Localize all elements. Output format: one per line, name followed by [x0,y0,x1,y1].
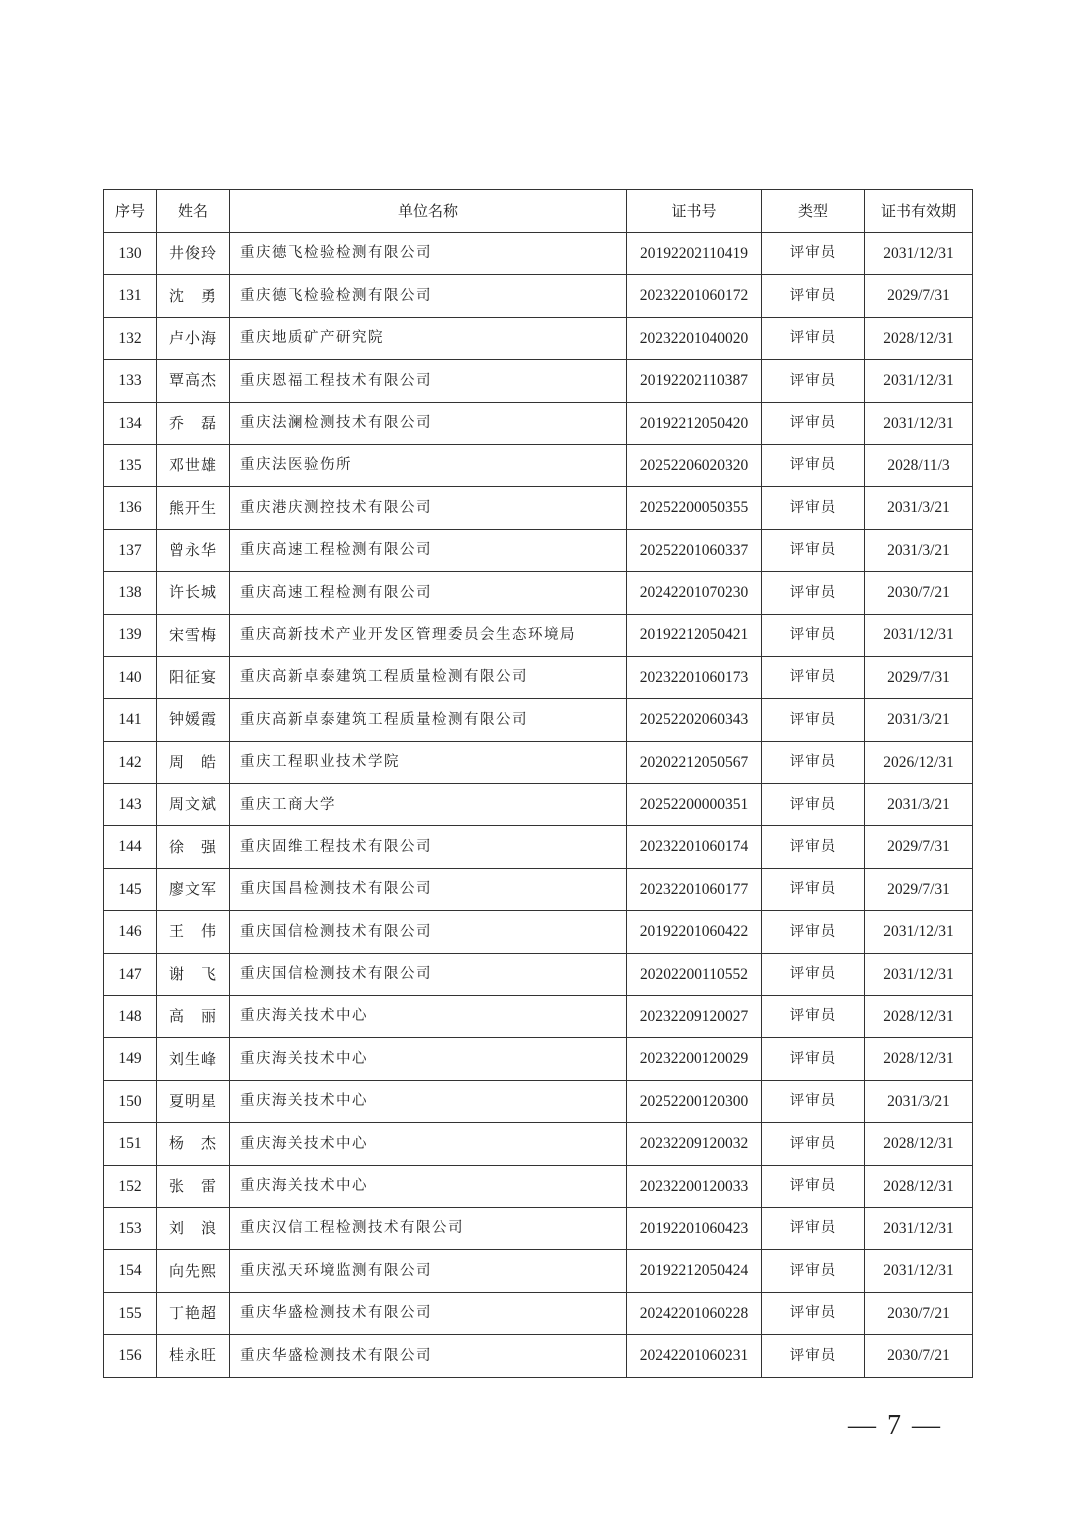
cell-type: 评审员 [762,1335,865,1377]
cell-name: 覃高杰 [157,360,230,402]
cell-seq: 131 [104,275,157,317]
table-row [104,487,973,529]
cell-type: 评审员 [762,360,865,402]
header-row [104,190,973,233]
cell-cert: 20192201060422 [627,911,762,953]
cell-type: 评审员 [762,275,865,317]
cell-cert: 20202212050567 [627,741,762,783]
cell-unit: 重庆国昌检测技术有限公司 [230,868,627,910]
cell-type: 评审员 [762,1250,865,1292]
cell-type: 评审员 [762,317,865,359]
cell-unit: 重庆高速工程检测有限公司 [230,572,627,614]
cell-type: 评审员 [762,784,865,826]
cell-seq: 137 [104,529,157,571]
cell-type: 评审员 [762,911,865,953]
header-type: 类型 [762,190,865,233]
cell-type: 评审员 [762,868,865,910]
cell-seq: 132 [104,317,157,359]
cell-expiry: 2031/12/31 [865,1250,973,1292]
cell-expiry: 2031/3/21 [865,487,973,529]
cell-name: 熊开生 [157,487,230,529]
cell-type: 评审员 [762,953,865,995]
cell-unit: 重庆港庆测控技术有限公司 [230,487,627,529]
table-row [104,784,973,826]
cell-unit: 重庆高新卓泰建筑工程质量检测有限公司 [230,656,627,698]
table-row [104,1038,973,1080]
cell-cert: 20242201060231 [627,1335,762,1377]
cell-type: 评审员 [762,233,865,275]
cell-cert: 20242201060228 [627,1292,762,1334]
cell-unit: 重庆高新卓泰建筑工程质量检测有限公司 [230,699,627,741]
cell-cert: 20252200000351 [627,784,762,826]
table-row [104,402,973,444]
cell-seq: 149 [104,1038,157,1080]
cell-name: 刘生峰 [157,1038,230,1080]
table-row [104,529,973,571]
cell-unit: 重庆海关技术中心 [230,1080,627,1122]
cell-name: 周 皓 [157,741,230,783]
cell-cert: 20192202110419 [627,233,762,275]
table-header [104,190,973,233]
cell-name: 杨 杰 [157,1123,230,1165]
cell-name: 沈 勇 [157,275,230,317]
cell-cert: 20252201060337 [627,529,762,571]
cell-cert: 20252200050355 [627,487,762,529]
cell-expiry: 2029/7/31 [865,826,973,868]
header-expiry: 证书有效期 [865,190,973,233]
table-row [104,1123,973,1165]
cell-expiry: 2031/3/21 [865,529,973,571]
table-row [104,868,973,910]
cell-seq: 150 [104,1080,157,1122]
cell-unit: 重庆工商大学 [230,784,627,826]
cell-unit: 重庆国信检测技术有限公司 [230,911,627,953]
cell-type: 评审员 [762,699,865,741]
table-row [104,1292,973,1334]
table-row [104,953,973,995]
cell-type: 评审员 [762,1123,865,1165]
cell-unit: 重庆华盛检测技术有限公司 [230,1292,627,1334]
cell-unit: 重庆泓天环境监测有限公司 [230,1250,627,1292]
cell-type: 评审员 [762,572,865,614]
cell-cert: 20192212050420 [627,402,762,444]
cell-type: 评审员 [762,402,865,444]
cell-expiry: 2028/11/3 [865,444,973,486]
cell-cert: 20232200120029 [627,1038,762,1080]
cell-name: 许长城 [157,572,230,614]
cell-cert: 20252202060343 [627,699,762,741]
cell-seq: 138 [104,572,157,614]
cell-cert: 20192212050424 [627,1250,762,1292]
cell-name: 谢 飞 [157,953,230,995]
cell-name: 廖文军 [157,868,230,910]
cell-type: 评审员 [762,996,865,1038]
cell-expiry: 2031/12/31 [865,911,973,953]
cell-seq: 130 [104,233,157,275]
cell-expiry: 2031/3/21 [865,784,973,826]
cell-seq: 156 [104,1335,157,1377]
cell-name: 徐 强 [157,826,230,868]
cell-unit: 重庆华盛检测技术有限公司 [230,1335,627,1377]
cell-unit: 重庆海关技术中心 [230,1123,627,1165]
cell-expiry: 2031/12/31 [865,402,973,444]
cell-seq: 135 [104,444,157,486]
table-row [104,826,973,868]
cell-unit: 重庆汉信工程检测技术有限公司 [230,1207,627,1249]
cell-expiry: 2028/12/31 [865,996,973,1038]
cell-seq: 152 [104,1165,157,1207]
cell-name: 夏明星 [157,1080,230,1122]
cell-type: 评审员 [762,444,865,486]
cell-name: 钟媛霞 [157,699,230,741]
cell-expiry: 2029/7/31 [865,275,973,317]
table-body [104,233,973,1378]
reviewer-table [103,189,973,1378]
cell-cert: 20202200110552 [627,953,762,995]
cell-unit: 重庆工程职业技术学院 [230,741,627,783]
cell-cert: 20232201040020 [627,317,762,359]
cell-name: 高 丽 [157,996,230,1038]
table-row [104,741,973,783]
table-row [104,1335,973,1377]
cell-seq: 151 [104,1123,157,1165]
cell-cert: 20232209120032 [627,1123,762,1165]
cell-seq: 147 [104,953,157,995]
table-row [104,572,973,614]
table-row [104,233,973,275]
table-row [104,996,973,1038]
cell-unit: 重庆地质矿产研究院 [230,317,627,359]
cell-type: 评审员 [762,1038,865,1080]
cell-seq: 142 [104,741,157,783]
cell-type: 评审员 [762,1165,865,1207]
cell-name: 周文斌 [157,784,230,826]
cell-cert: 20232209120027 [627,996,762,1038]
cell-expiry: 2028/12/31 [865,1123,973,1165]
cell-expiry: 2030/7/21 [865,572,973,614]
cell-expiry: 2028/12/31 [865,1038,973,1080]
header-seq: 序号 [104,190,157,233]
table-row [104,360,973,402]
table-row [104,911,973,953]
cell-unit: 重庆法澜检测技术有限公司 [230,402,627,444]
cell-expiry: 2031/12/31 [865,614,973,656]
cell-seq: 133 [104,360,157,402]
cell-name: 刘 浪 [157,1207,230,1249]
cell-type: 评审员 [762,614,865,656]
cell-expiry: 2031/3/21 [865,1080,973,1122]
cell-cert: 20232201060174 [627,826,762,868]
cell-cert: 20232201060177 [627,868,762,910]
cell-cert: 20192201060423 [627,1207,762,1249]
table-row [104,275,973,317]
cell-cert: 20232201060173 [627,656,762,698]
cell-expiry: 2030/7/21 [865,1292,973,1334]
cell-expiry: 2028/12/31 [865,317,973,359]
cell-expiry: 2029/7/31 [865,656,973,698]
cell-type: 评审员 [762,1207,865,1249]
cell-name: 桂永旺 [157,1335,230,1377]
cell-type: 评审员 [762,487,865,529]
cell-name: 阳征宴 [157,656,230,698]
table-row [104,1165,973,1207]
cell-name: 卢小海 [157,317,230,359]
cell-name: 宋雪梅 [157,614,230,656]
cell-cert: 20232200120033 [627,1165,762,1207]
table-row [104,614,973,656]
cell-cert: 20252200120300 [627,1080,762,1122]
cell-expiry: 2031/12/31 [865,953,973,995]
cell-expiry: 2028/12/31 [865,1165,973,1207]
cell-name: 王 伟 [157,911,230,953]
cell-type: 评审员 [762,529,865,571]
page-number: — 7 — [848,1410,942,1441]
cell-type: 评审员 [762,826,865,868]
cell-seq: 148 [104,996,157,1038]
cell-unit: 重庆海关技术中心 [230,1038,627,1080]
cell-unit: 重庆恩福工程技术有限公司 [230,360,627,402]
cell-type: 评审员 [762,741,865,783]
cell-seq: 155 [104,1292,157,1334]
cell-cert: 20232201060172 [627,275,762,317]
cell-unit: 重庆德飞检验检测有限公司 [230,275,627,317]
cell-type: 评审员 [762,656,865,698]
cell-expiry: 2031/12/31 [865,233,973,275]
cell-cert: 20192212050421 [627,614,762,656]
cell-seq: 134 [104,402,157,444]
cell-seq: 145 [104,868,157,910]
cell-cert: 20252206020320 [627,444,762,486]
table-row [104,444,973,486]
cell-seq: 153 [104,1207,157,1249]
cell-expiry: 2031/3/21 [865,699,973,741]
cell-unit: 重庆海关技术中心 [230,996,627,1038]
cell-seq: 146 [104,911,157,953]
cell-unit: 重庆高速工程检测有限公司 [230,529,627,571]
cell-unit: 重庆海关技术中心 [230,1165,627,1207]
table-row [104,1080,973,1122]
cell-expiry: 2029/7/31 [865,868,973,910]
cell-type: 评审员 [762,1292,865,1334]
cell-cert: 20242201070230 [627,572,762,614]
cell-name: 向先熙 [157,1250,230,1292]
cell-seq: 143 [104,784,157,826]
table-row [104,317,973,359]
cell-seq: 140 [104,656,157,698]
cell-unit: 重庆高新技术产业开发区管理委员会生态环境局 [230,614,627,656]
table-row [104,1250,973,1292]
cell-expiry: 2031/12/31 [865,360,973,402]
cell-expiry: 2030/7/21 [865,1335,973,1377]
cell-unit: 重庆国信检测技术有限公司 [230,953,627,995]
cell-seq: 139 [104,614,157,656]
cell-name: 丁艳超 [157,1292,230,1334]
table-row [104,1207,973,1249]
cell-seq: 136 [104,487,157,529]
table-row [104,656,973,698]
cell-unit: 重庆法医验伤所 [230,444,627,486]
cell-expiry: 2031/12/31 [865,1207,973,1249]
header-name: 姓名 [157,190,230,233]
header-unit: 单位名称 [230,190,627,233]
cell-name: 邓世雄 [157,444,230,486]
header-cert: 证书号 [627,190,762,233]
cell-type: 评审员 [762,1080,865,1122]
cell-expiry: 2026/12/31 [865,741,973,783]
cell-unit: 重庆固维工程技术有限公司 [230,826,627,868]
table-row [104,699,973,741]
cell-name: 井俊玲 [157,233,230,275]
cell-seq: 154 [104,1250,157,1292]
cell-name: 乔 磊 [157,402,230,444]
cell-unit: 重庆德飞检验检测有限公司 [230,233,627,275]
cell-name: 张 雷 [157,1165,230,1207]
cell-name: 曾永华 [157,529,230,571]
cell-cert: 20192202110387 [627,360,762,402]
cell-seq: 144 [104,826,157,868]
cell-seq: 141 [104,699,157,741]
